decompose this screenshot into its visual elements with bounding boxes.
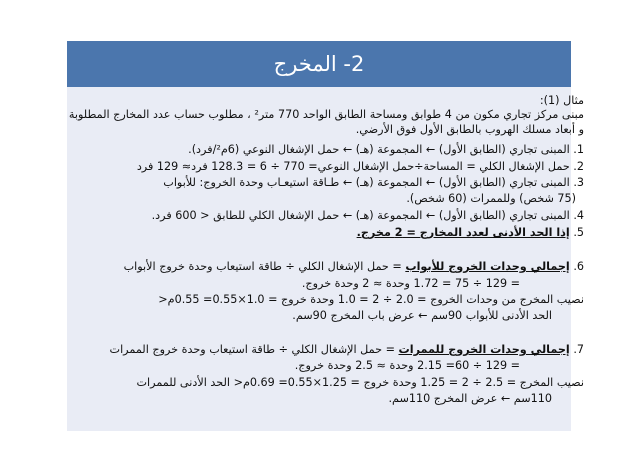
step-3: 3. المبنى تجاري (الطابق الأول) ← المجموعة (هـ) ← طـاقة استيعـاب وحدة الخروج: للأبواب	[163, 176, 584, 189]
step-5-number: 5.	[573, 226, 584, 239]
step-6	[124, 260, 584, 274]
step-7-number: 7.	[573, 343, 584, 356]
step-7-calc: = 129 ÷ 60= 2.15 وحدة ≈ 2.5 وحدة خروج.	[294, 359, 520, 372]
example-heading: مثال (1):	[539, 94, 584, 107]
step-6-door-width: الحد الأدنى للأبواب 90سم ← عرض باب المخرج 90سم.	[292, 309, 552, 322]
step-5-result: إذا الحد الأدنى لعدد المخارج = 2 مخرج.	[356, 226, 570, 239]
step-7-corridor-width: 110سم ← عرض المخرج 110سم.	[388, 392, 552, 405]
step-7	[110, 343, 584, 357]
problem-line-2: و أبعاد مسلك الهروب بالطابق الأول فوق الأرضي.	[355, 123, 584, 136]
step-7-formula: = حمل الإشغال الكلي ÷ طاقة استيعاب وحدة خروج الممرات	[109, 343, 399, 356]
step-3-cont: (75 شخص) وللممرات (60 شخص).	[406, 192, 576, 205]
step-5	[357, 226, 584, 240]
step-6-number: 6.	[573, 260, 584, 273]
step-1: 1. المبنى تجاري (الطابق الأول) ← المجموعة (هـ) ← حمل الإشغال النوعي (6م²/فرد).	[188, 143, 584, 156]
slide-title: 2- المخرج	[67, 41, 571, 87]
step-7-heading: إجمالي وحدات الخروج للممرات	[398, 343, 570, 356]
step-6-share: نصيب المخرج من وحدات الخروج = 2.0 ÷ 2 = 1.0 وحدة خروج = 1.0×0.55= 0.55م<	[158, 293, 584, 306]
step-4: 4. المبنى تجاري (الطابق الأول) ← المجموعة (هـ) ← حمل الإشغال الكلي للطابق < 600 فرد.	[151, 209, 584, 222]
problem-line-1: مبنى مركز تجاري مكون من 4 طوابق ومساحة الطابق الواحد 770 متر² ، مطلوب حساب عدد المخارج المطلوبة	[68, 108, 584, 121]
step-6-formula: = حمل الإشغال الكلي ÷ طاقة استيعاب وحدة خروج الأبواب	[123, 260, 406, 273]
step-2: 2. حمل الإشغال الكلي = المساحة÷حمل الإشغال النوعي= 770 ÷ 6 = 128.3 فرد≈ 129 فرد	[136, 160, 584, 173]
step-6-calc: = 129 ÷ 75 = 1.72 وحدة ≈ 2 وحدة خروج.	[301, 277, 520, 290]
step-7-share: نصيب المخرج = 2.5 ÷ 2 = 1.25 وحدة خروج = 1.25×0.55= 0.69م< الحد الأدنى للممرات	[136, 376, 584, 389]
step-6-heading: إجمالي وحدات الخروج للأبواب	[405, 260, 570, 273]
